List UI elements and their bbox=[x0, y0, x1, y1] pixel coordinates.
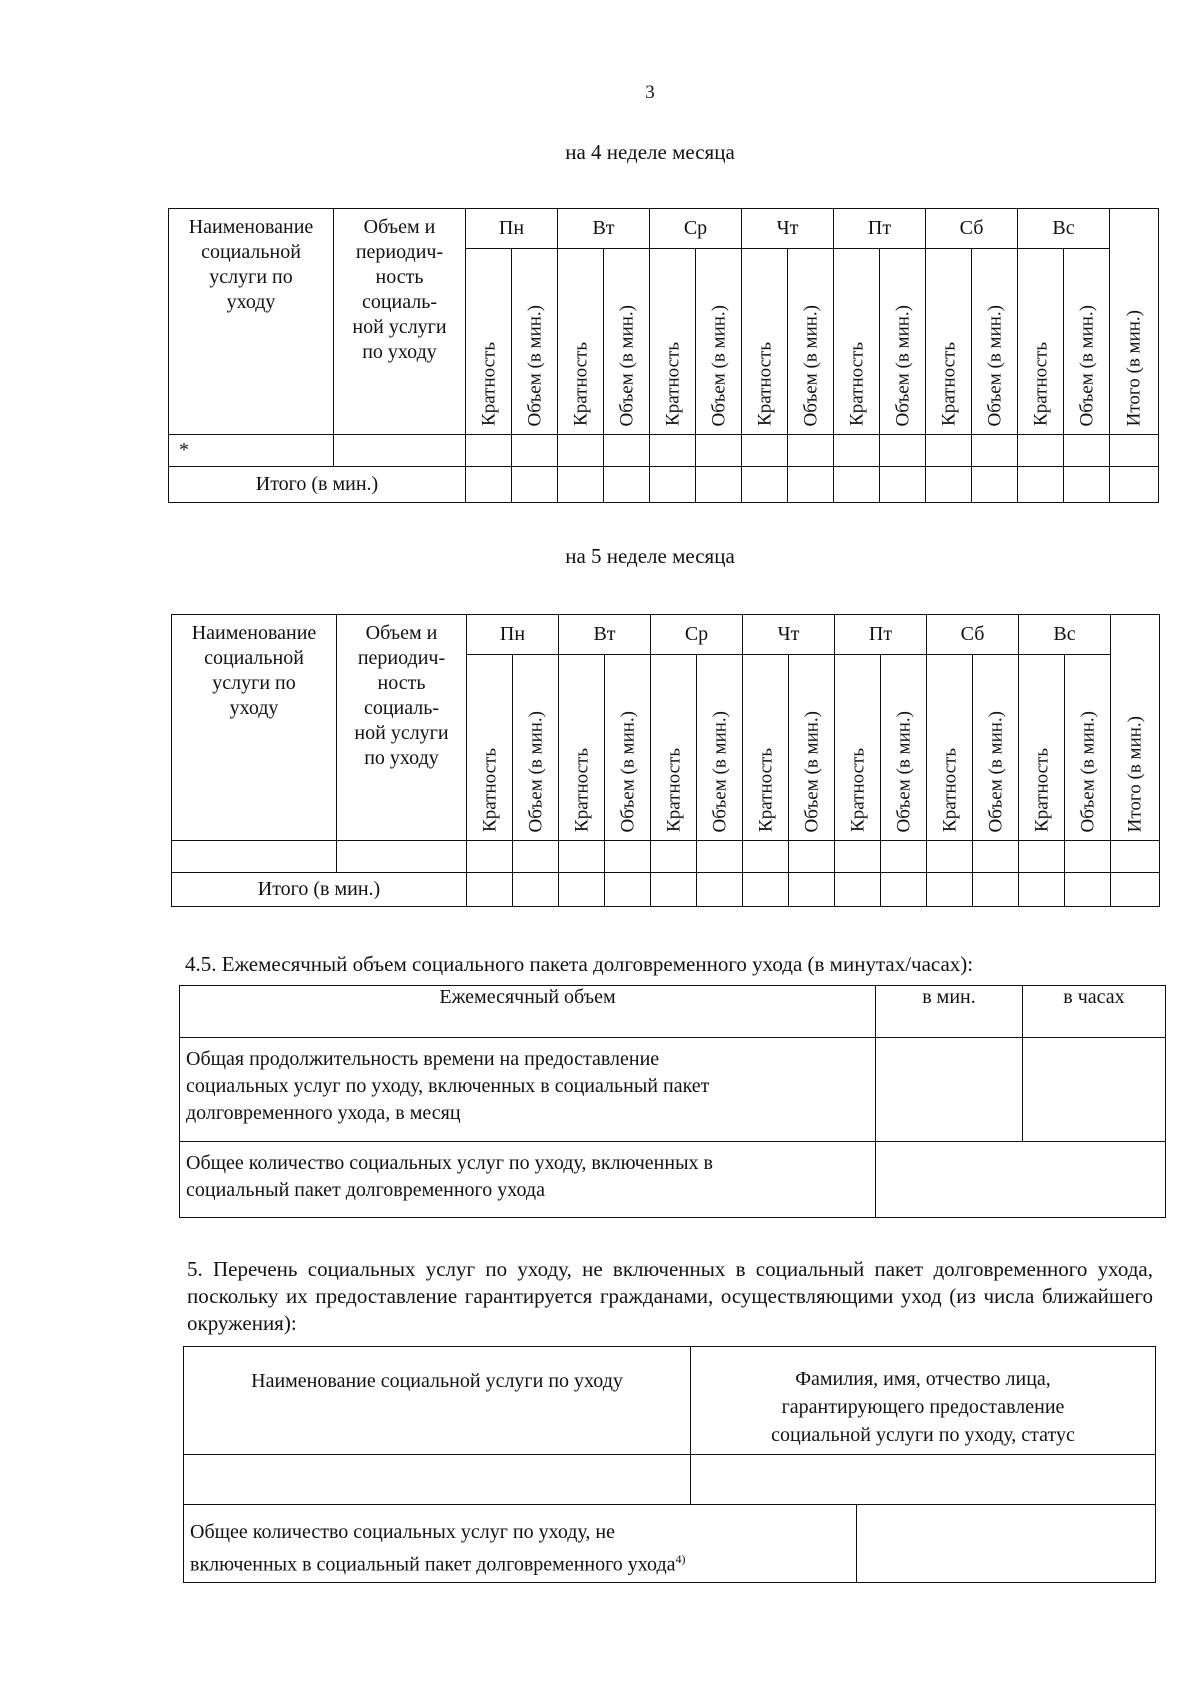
sub-volume: Объем (в мин.) bbox=[1065, 655, 1111, 841]
day-wed: Ср bbox=[651, 615, 743, 655]
section-5-table bbox=[183, 1346, 1156, 1583]
header-total-column: Итого (в мин.) bbox=[1110, 209, 1159, 435]
sub-frequency: Кратность bbox=[651, 655, 697, 841]
week-5-table bbox=[171, 614, 1160, 907]
section-5-intro: 5. Перечень социальных услуг по уходу, не включенных в социальный пакет долговременного ухода, поскольку их предоставление гарантируется гражданами, осуществляющими уход (из числа ближайшего окружения): bbox=[187, 1257, 1153, 1335]
sub-volume: Объем (в мин.) bbox=[972, 249, 1018, 435]
row-marker: * bbox=[169, 435, 334, 467]
day-mon: Пн bbox=[467, 615, 559, 655]
sub-frequency: Кратность bbox=[742, 249, 788, 435]
sub-volume: Объем (в мин.) bbox=[881, 655, 927, 841]
day-sun: Вс bbox=[1018, 209, 1110, 249]
sub-volume: Объем (в мин.) bbox=[789, 655, 835, 841]
table-row bbox=[180, 1142, 1166, 1218]
sub-frequency: Кратность bbox=[1019, 655, 1065, 841]
header-service-name: Наименование социальной услуги по уходу bbox=[169, 209, 334, 435]
header-total-column: Итого (в мин.) bbox=[1111, 615, 1160, 841]
sub-frequency: Кратность bbox=[650, 249, 696, 435]
day-thu: Чт bbox=[743, 615, 835, 655]
day-mon: Пн bbox=[466, 209, 558, 249]
sub-volume: Объем (в мин.) bbox=[697, 655, 743, 841]
sub-volume: Объем (в мин.) bbox=[880, 249, 926, 435]
sub-volume: Объем (в мин.) bbox=[513, 655, 559, 841]
week-4-table bbox=[168, 208, 1159, 503]
sub-volume: Объем (в мин.) bbox=[1064, 249, 1110, 435]
total-row-label: Итого (в мин.) bbox=[172, 873, 467, 907]
total-row bbox=[169, 467, 1159, 503]
footnote-marker: 4) bbox=[675, 1552, 686, 1566]
sub-frequency: Кратность bbox=[466, 249, 512, 435]
sub-volume: Объем (в мин.) bbox=[788, 249, 834, 435]
col-responsible-person: Фамилия, имя, отчество лица, гарантирующего предоставление социальной услуги по уходу, статус bbox=[691, 1347, 1156, 1455]
day-fri: Пт bbox=[834, 209, 926, 249]
header-volume-periodicity: Объем и периодич- ность социаль- ной услуги по уходу bbox=[337, 615, 467, 841]
week-4-title: на 4 неделе месяца bbox=[565, 140, 735, 164]
day-sat: Сб bbox=[927, 615, 1019, 655]
col-service-name: Наименование социальной услуги по уходу bbox=[184, 1347, 691, 1455]
sub-frequency: Кратность bbox=[926, 249, 972, 435]
week-5-title: на 5 неделе месяца bbox=[565, 544, 735, 568]
sub-volume: Объем (в мин.) bbox=[604, 249, 650, 435]
row-total-duration: Общая продолжительность времени на предоставление социальных услуг по уходу, включенных в социальный пакет долговременного ухода, в месяц bbox=[180, 1038, 876, 1142]
header-service-name: Наименование социальной услуги по уходу bbox=[172, 615, 337, 841]
day-thu: Чт bbox=[742, 209, 834, 249]
sub-volume: Объем (в мин.) bbox=[512, 249, 558, 435]
day-sat: Сб bbox=[926, 209, 1018, 249]
sub-frequency: Кратность bbox=[834, 249, 880, 435]
sub-volume: Объем (в мин.) bbox=[605, 655, 651, 841]
sub-frequency: Кратность bbox=[467, 655, 513, 841]
section-4-5-heading: 4.5. Ежемесячный объем социального пакета долговременного ухода (в минутах/часах): bbox=[185, 952, 974, 976]
total-row-label: Итого (в мин.) bbox=[169, 467, 466, 503]
day-tue: Вт bbox=[558, 209, 650, 249]
row-total-not-included: Общее количество социальных услуг по уходу, не включенных в социальный пакет долговременного ухода$^{4)}$ bbox=[184, 1505, 857, 1583]
sub-frequency: Кратность bbox=[1018, 249, 1064, 435]
col-monthly-volume: Ежемесячный объем bbox=[180, 986, 876, 1038]
col-hours: в часах bbox=[1023, 986, 1166, 1038]
header-volume-periodicity: Объем и периодич- ность социаль- ной услуги по уходу bbox=[334, 209, 466, 435]
monthly-volume-table bbox=[179, 985, 1166, 1218]
day-fri: Пт bbox=[835, 615, 927, 655]
table-row bbox=[184, 1505, 1156, 1583]
col-minutes: в мин. bbox=[876, 986, 1023, 1038]
sub-frequency: Кратность bbox=[558, 249, 604, 435]
sub-frequency: Кратность bbox=[835, 655, 881, 841]
table-row bbox=[180, 1038, 1166, 1142]
sub-frequency: Кратность bbox=[927, 655, 973, 841]
total-row bbox=[172, 873, 1160, 907]
sub-volume: Объем (в мин.) bbox=[973, 655, 1019, 841]
sub-frequency: Кратность bbox=[743, 655, 789, 841]
day-tue: Вт bbox=[559, 615, 651, 655]
row-total-count: Общее количество социальных услуг по уходу, включенных в социальный пакет долговременного ухода bbox=[180, 1142, 876, 1218]
day-sun: Вс bbox=[1019, 615, 1111, 655]
page-number: 3 bbox=[645, 82, 655, 103]
sub-frequency: Кратность bbox=[559, 655, 605, 841]
table-row bbox=[172, 841, 1160, 873]
table-row bbox=[184, 1455, 1156, 1505]
day-wed: Ср bbox=[650, 209, 742, 249]
table-row bbox=[169, 435, 1159, 467]
sub-volume: Объем (в мин.) bbox=[696, 249, 742, 435]
